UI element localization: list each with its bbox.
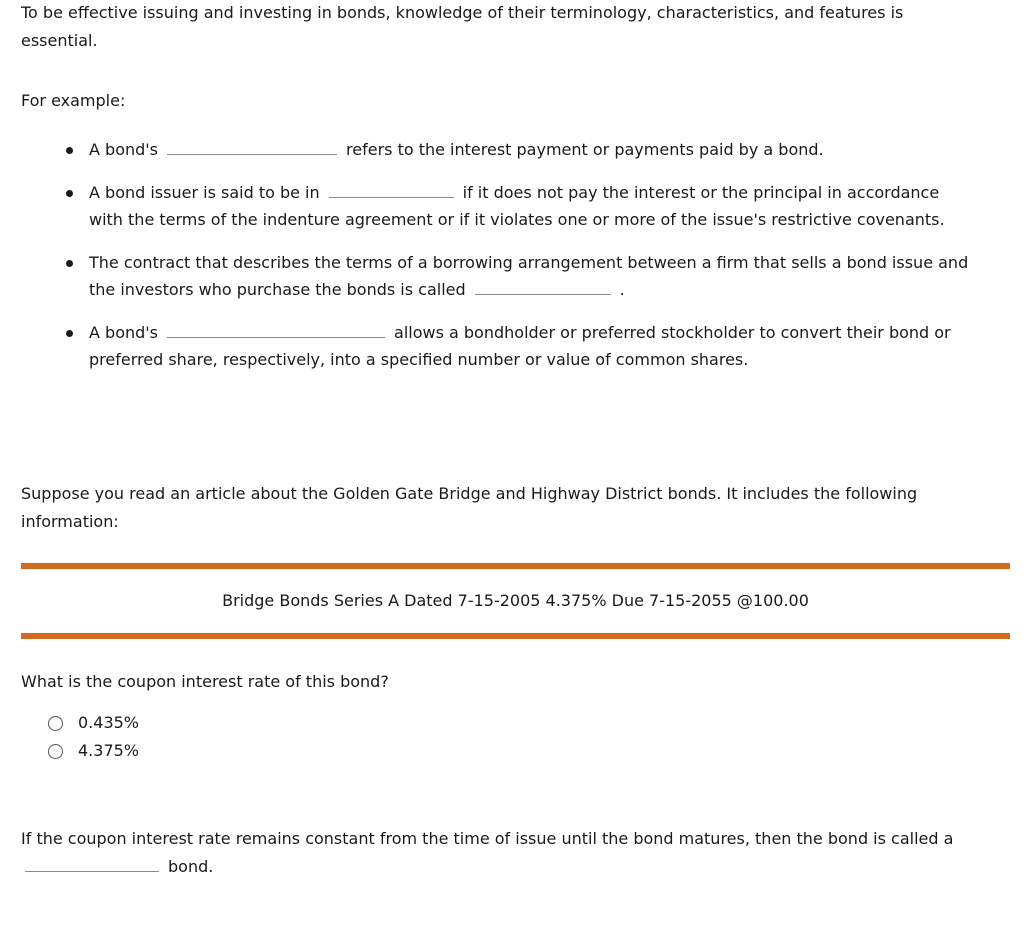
list-item: The contract that describes the terms of a borrowing arrangement between a firm that sells a bond issue and the investors who purchase the bonds is called .	[0, 249, 1000, 304]
bullet-icon	[66, 330, 73, 337]
list-item: A bond issuer is said to be in if it does not pay the interest or the principal in accordance with the terms of the indenture agreement or if it violates one or more of the issue's restrictive covenants.	[0, 179, 1000, 234]
bullet-icon	[66, 147, 73, 154]
scenario-text: Suppose you read an article about the Golden Gate Bridge and Highway District bonds. It includes the following information:	[21, 484, 918, 531]
intro-text: To be effective issuing and investing in bonds, knowledge of their terminology, characteristics, and features is essential.	[21, 3, 904, 50]
bullet-icon	[66, 260, 73, 267]
option-label: 4.375%	[78, 741, 140, 761]
default-term-blank[interactable]	[329, 179, 454, 198]
question-text: What is the coupon interest rate of this bond?	[21, 672, 389, 691]
convertibility-term-blank[interactable]	[167, 319, 385, 338]
bullet-icon	[66, 190, 73, 197]
for-example-label: For example:	[21, 91, 126, 110]
answer-options	[48, 709, 139, 765]
radio-button[interactable]	[48, 716, 63, 731]
indenture-term-blank[interactable]	[475, 276, 611, 295]
definitions-list	[0, 136, 1000, 389]
list-item: A bond's allows a bondholder or preferred stockholder to convert their bond or preferred share, respectively, into a specified number or value of common shares.	[0, 319, 1000, 374]
option-0-435[interactable]	[48, 709, 139, 737]
list-item: A bond's refers to the interest payment or payments paid by a bond.	[0, 136, 1000, 164]
bond-info: Bridge Bonds Series A Dated 7-15-2005 4.375% Due 7-15-2055 @100.00	[222, 591, 809, 610]
option-label: 0.435%	[78, 713, 140, 733]
coupon-term-blank[interactable]	[167, 136, 337, 155]
bottom-divider	[21, 633, 1010, 639]
option-4-375[interactable]	[48, 737, 139, 765]
top-divider	[21, 563, 1010, 569]
radio-button[interactable]	[48, 744, 63, 759]
fixed-rate-blank[interactable]	[25, 853, 159, 872]
final-question: If the coupon interest rate remains constant from the time of issue until the bond matures, then the bond is called a bond.	[21, 829, 954, 876]
